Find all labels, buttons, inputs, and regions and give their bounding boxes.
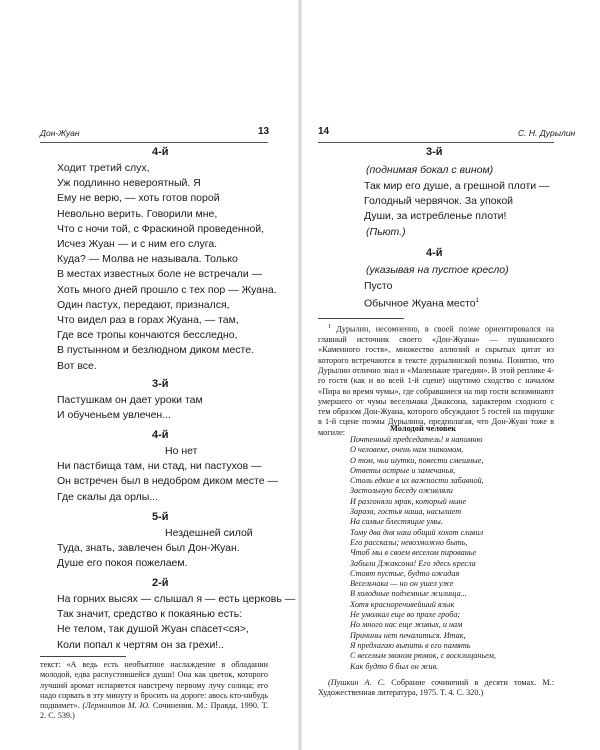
verse-line: Пусто — [364, 280, 393, 292]
poem-line: Почтенный председатель! я напомню — [350, 435, 483, 444]
verse-line: Души, за истребленье плоти! — [364, 210, 507, 223]
poem-line: В холодные подземные жилища... — [350, 589, 467, 599]
poem-line: Ответы острые и замечанья, — [350, 465, 456, 475]
verse-line: Исчез Жуан — и с ним его слуга. — [57, 238, 218, 251]
left-header-title: Дон-Жуан — [40, 128, 80, 138]
verse-line: Ни пастбища там, ни стад, ни пастухов — — [57, 460, 262, 473]
verse-block — [57, 526, 253, 572]
verse-line: Один пастух, передают, признался, — [57, 298, 230, 311]
poem-line: Тому два дня наш общий хохот славил — [350, 527, 484, 537]
footnote-marker: 1 — [328, 324, 331, 330]
verse-block — [364, 279, 479, 312]
speaker-label: 4-й — [152, 146, 169, 158]
verse-line: И обученьем увлечен... — [57, 409, 171, 422]
citation-rest: Собрание сочинений в десяти томах. М.: Художественная литература, 1975. Т. 4. С. 320.) — [318, 678, 554, 698]
verse-line: Хоть много дней прошло с тех пор — Жуана. — [57, 283, 277, 296]
right-header-rule — [318, 142, 554, 143]
verse-line: Не телом, так душой Жуан спасет<ся>, — [57, 623, 249, 636]
right-page — [300, 0, 600, 750]
poem-line: Хотя красноречивейший язык — [350, 599, 455, 609]
verse-line: В местах известных боле не встречали — — [57, 268, 263, 281]
left-header-rule — [40, 142, 268, 143]
verse-line: Куда? — Молва не называла. Только — [57, 253, 238, 266]
verse-line-text: Обычное Жуана место — [364, 297, 476, 310]
verse-block — [57, 592, 295, 653]
poem-line: Застольную беседу оживляли — [350, 486, 453, 496]
pushkin-quote — [350, 435, 496, 672]
verse-line: Душе его покоя пожелаем. — [57, 557, 188, 570]
footnote-text: Дурылин, несомненно, в своей поэме ориентировался на главный источник своего «Дон-Жуана» — пушкинского «Каменного гостя», множество аллюзий и скрытых цитат из которого встречаются в тексте дурылинской поэмы. Понятно, что Дурылин отлично знал и «Маленькие трагедии». В этой реплике 4-го гостя (как и во всей 1-й сцене) ощутимо сходство с началом «Пира во время чумы», где собравшиеся на пир гости вспоминают умершего от чумы весельчака Джаксона, характером сходного с тем образом Дон-Жуана, которого обсуждают 5 гостей на пирушке в 1-й сцене поэмы Дурылина, предполагая, что Дон-Жуан тоже в могиле: — [318, 324, 554, 437]
poem-line: На самые блестящие умы. — [350, 517, 443, 527]
verse-line: Пастушкам он дает уроки там — [57, 394, 203, 406]
verse-line: Уж подлинно невероятный. Я — [57, 177, 201, 190]
verse-line: Ему не верю, — хоть готов порой — [57, 192, 220, 205]
footnote-marker: 1 — [475, 298, 479, 305]
verse-block — [57, 393, 203, 423]
poem-line: Зараза, гостья наша, насылает — [350, 507, 462, 517]
verse-line: Что с ночи той, с Фраскиной проведенной, — [57, 222, 265, 235]
poem-line: О том, чьи шутки, повести смешные, — [350, 455, 484, 465]
left-footnote — [40, 660, 268, 722]
poem-line: Как будто б был он жив. — [350, 661, 439, 671]
verse-line: Так мир его душе, а грешной плоти — — [364, 180, 550, 192]
poem-line: Но много нас еще живых, и нам — [350, 620, 463, 630]
poem-citation — [318, 678, 554, 699]
verse-line — [364, 294, 479, 312]
footnote-rule — [40, 656, 126, 657]
speaker-label: 4-й — [152, 429, 169, 441]
footnote-citation-rest: Сочинения. М.: Правда, 1990. Т. 2. С. 539.) — [40, 701, 269, 721]
poem-line: Забыли Джаксона! Его здесь кресла — [350, 558, 476, 568]
right-page-number: 14 — [318, 126, 330, 137]
poem-line: С веселым звоном рюмок, с восклицаньем, — [350, 651, 496, 661]
speaker-label: 5-й — [152, 511, 169, 523]
verse-line: Голодный червячок. За упокой — [364, 195, 514, 208]
verse-line: Где скалы да орлы... — [57, 490, 159, 503]
footnote-citation-author: (Лермонтов М. Ю. — [82, 701, 151, 711]
poem-line: Я предлагаю выпить в его память — [350, 640, 471, 650]
verse-line: Вот все. — [57, 359, 97, 372]
poem-line: Причины нет печалиться. Итак, — [350, 630, 466, 640]
footnote-text: текст: «А ведь есть необъятное наслаждение в обладании молодой, едва распустившейся души! Она как цветок, которого лучший аромат испаряется навстречу первому лучу солнца; его надо сорвать в эту минуту и бросить на дороге: авось кто-нибудь поднимет». — [40, 660, 268, 711]
verse-line: Что видел раз в горах Жуана, — там, — [57, 314, 239, 327]
poem-line: Чтоб мы в своем веселом пированье — [350, 548, 477, 558]
verse-line: Нездешней силой — [165, 527, 253, 539]
speaker-label: 3-й — [152, 378, 169, 390]
stage-direction: (поднимая бокал с вином) — [366, 164, 494, 176]
verse-block — [57, 444, 278, 505]
verse-line: Он встречен был в недобром диком месте — — [57, 475, 278, 488]
verse-line: Ходит третий слух, — [57, 162, 150, 174]
poem-line: Весельчака — но он ушел уже — [350, 579, 454, 589]
verse-line: Невольно верить. Говорили мне, — [57, 207, 218, 220]
poem-speaker-title: Молодой человек — [390, 424, 457, 433]
poem-line: И разгоняли мрак, который ныне — [350, 496, 467, 506]
stage-direction: (Пьют.) — [366, 226, 406, 238]
verse-block — [364, 179, 550, 225]
verse-line: Но нет — [165, 445, 198, 457]
right-header-title: С. Н. Дурылин — [518, 128, 576, 138]
citation-author: (Пушкин А. С. — [328, 678, 386, 687]
speaker-label: 3-й — [426, 146, 443, 158]
verse-line: На горних высях — слышал я — есть церковь — — [57, 593, 296, 605]
stage-direction: (указывая на пустое кресло) — [366, 264, 509, 276]
left-page-number: 13 — [258, 126, 270, 137]
verse-line: Туда, знать, завлечен был Дон-Жуан. — [57, 542, 240, 555]
verse-line: Так значит, средство к покаянью есть: — [57, 608, 243, 621]
right-footnote — [318, 322, 554, 438]
speaker-label: 4-й — [426, 247, 443, 259]
poem-line: О человеке, очень нам знакомом, — [350, 445, 464, 455]
poem-line: Не умолкал еще во прахе гроба; — [350, 610, 461, 620]
poem-line: Столь едкие в их важности забавной, — [350, 476, 484, 486]
speaker-label: 2-й — [152, 577, 169, 589]
footnote-rule — [318, 318, 404, 319]
verse-block — [57, 161, 277, 374]
poem-line: Стоят пустые, будто ожидая — [350, 568, 460, 578]
verse-line: В пустынном и безлюдном диком месте. — [57, 344, 255, 357]
verse-line: Коли попал к чертям он за грехи!.. — [57, 638, 225, 651]
poem-line: Его рассказы; невозможно быть, — [350, 537, 468, 547]
verse-line: Где все тропы кончаются бесследно, — [57, 329, 238, 342]
